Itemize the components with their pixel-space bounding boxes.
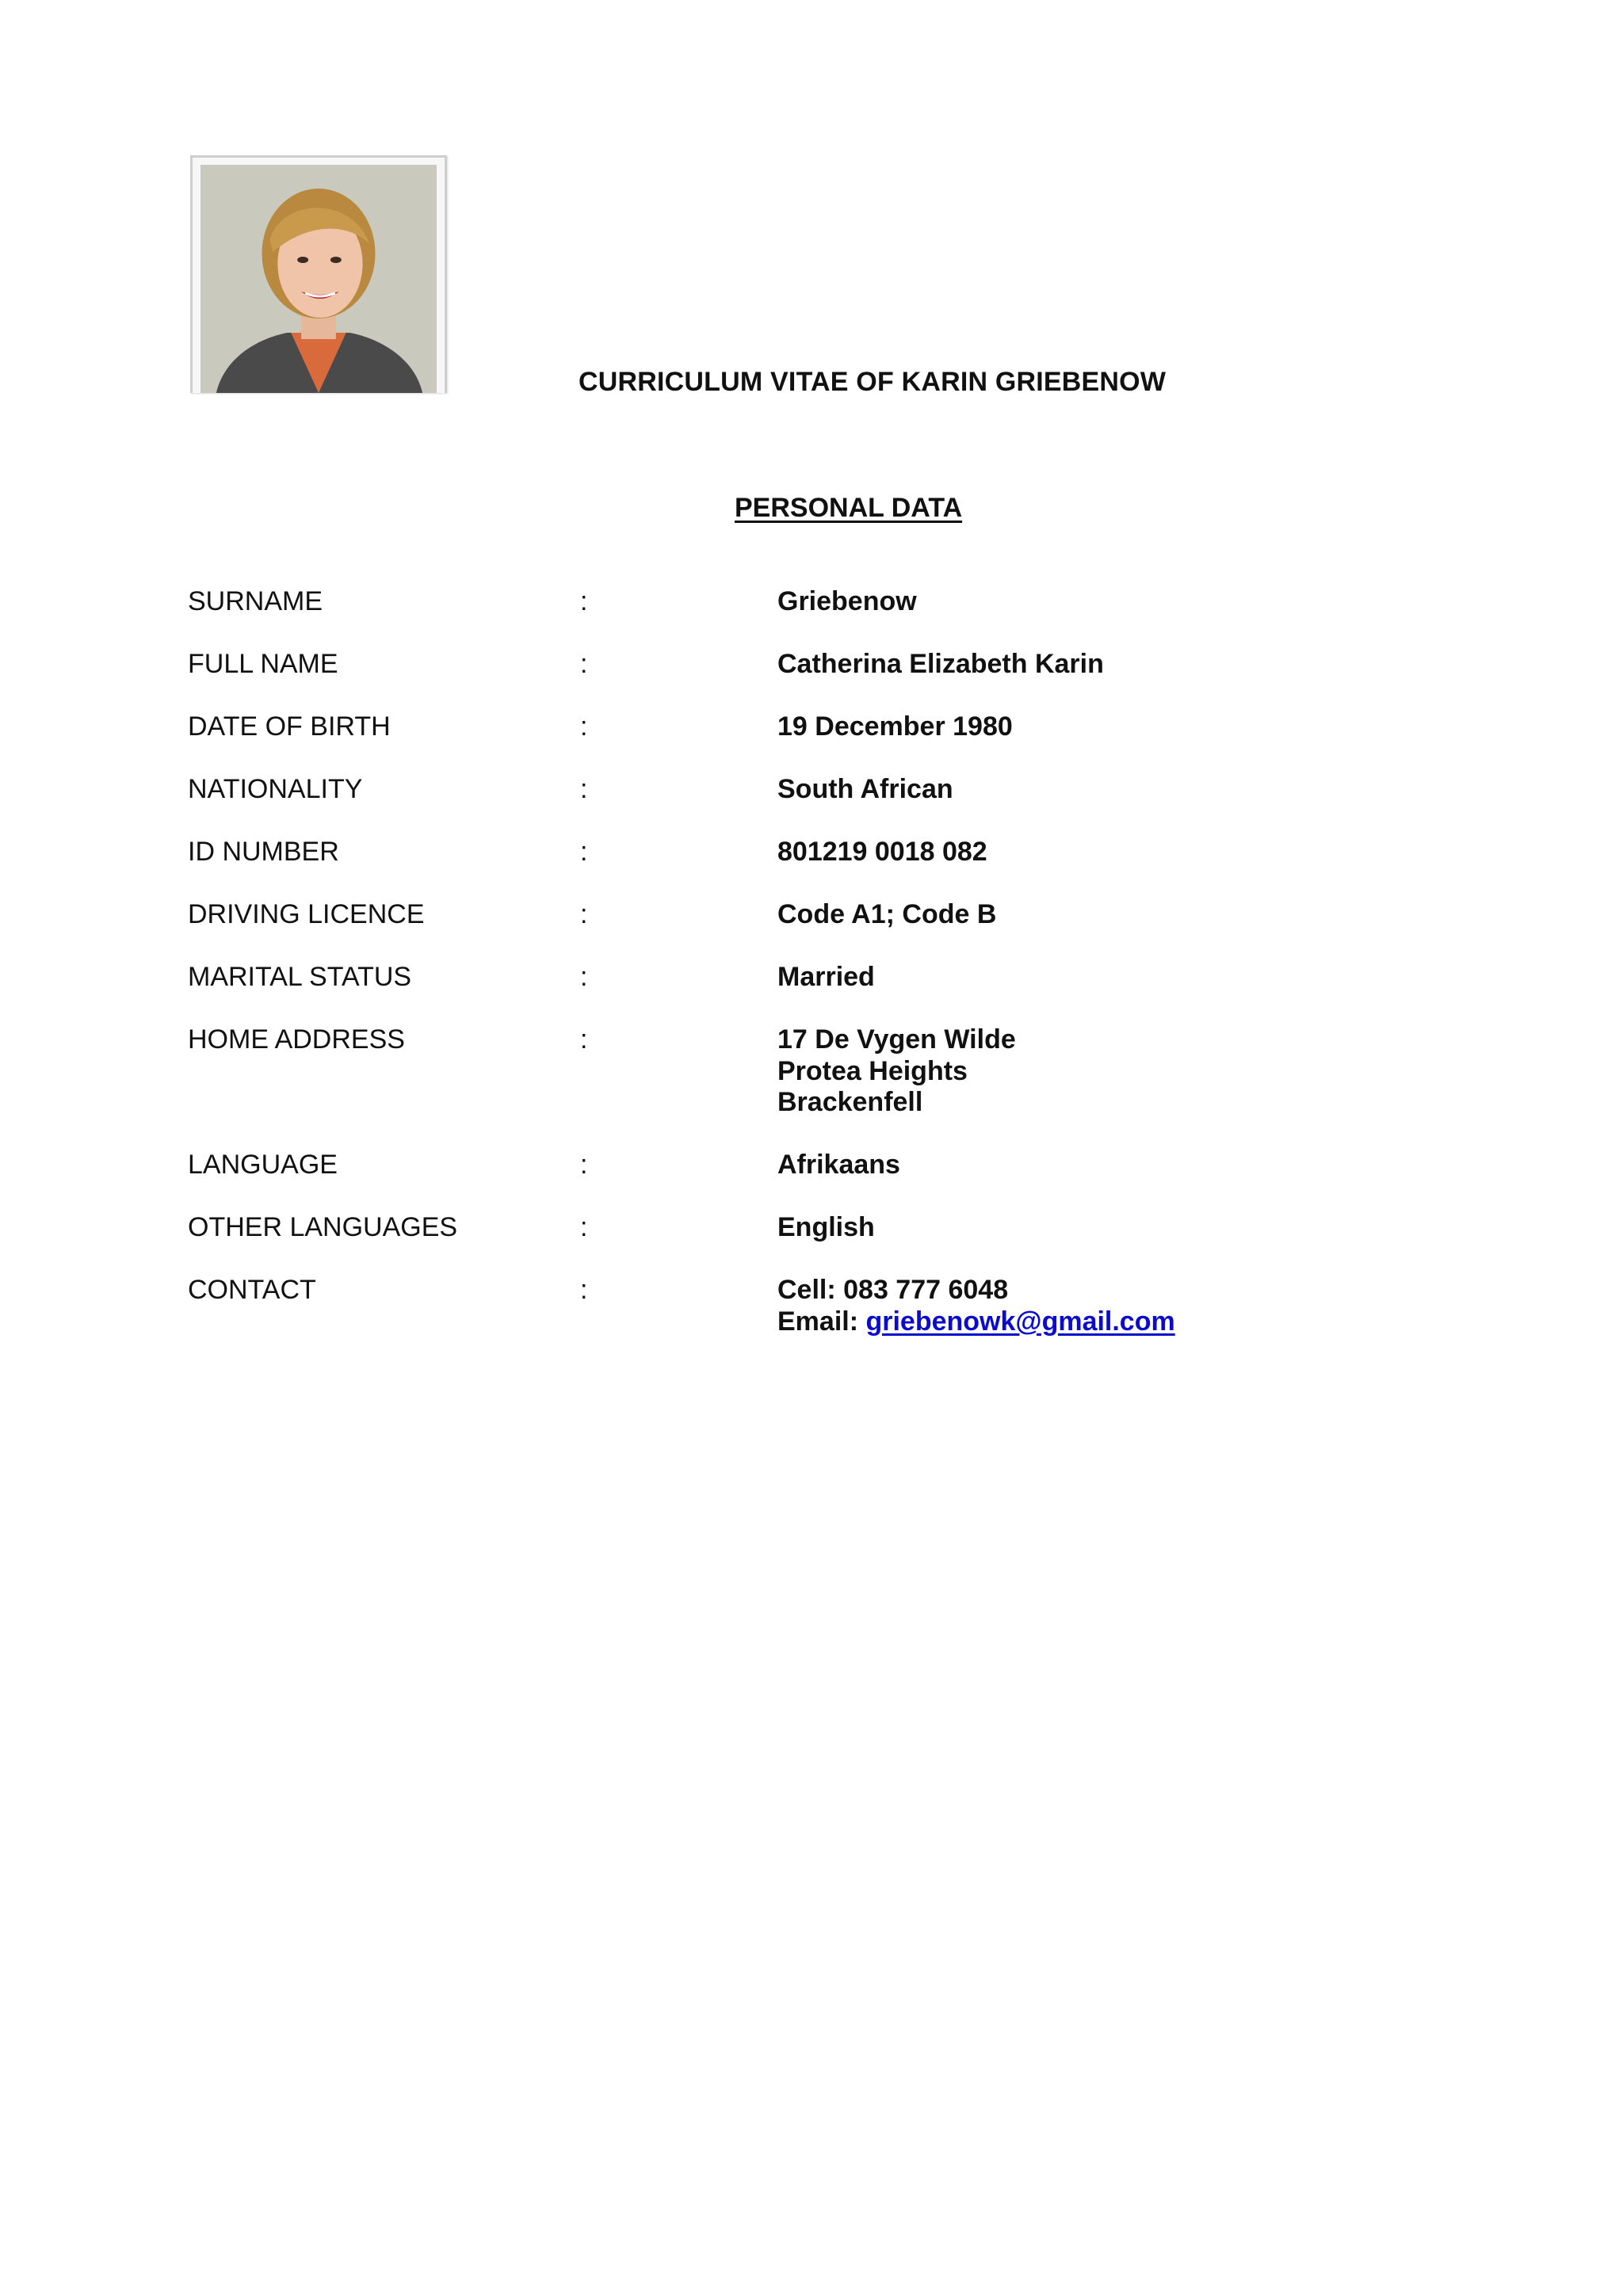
separator: : <box>580 1024 588 1055</box>
address-line-2: Protea Heights <box>777 1055 968 1086</box>
separator: : <box>580 1150 588 1180</box>
home-address-value <box>777 1024 1016 1119</box>
home-address-label: HOME ADDRESS <box>188 1024 405 1055</box>
nationality-value: South African <box>777 774 953 804</box>
id-number-label: ID NUMBER <box>188 837 339 867</box>
separator: : <box>580 1275 588 1305</box>
separator: : <box>580 711 588 742</box>
surname-value: Griebenow <box>777 586 917 616</box>
date-of-birth-value: 19 December 1980 <box>777 711 1013 742</box>
personal-data-heading: PERSONAL DATA <box>735 493 963 523</box>
separator: : <box>580 899 588 929</box>
marital-status-value: Married <box>777 962 875 992</box>
language-label: LANGUAGE <box>188 1150 338 1180</box>
separator: : <box>580 774 588 804</box>
driving-licence-value: Code A1; Code B <box>777 899 997 929</box>
full-name-label: FULL NAME <box>188 649 338 679</box>
address-line-3: Brackenfell <box>777 1087 923 1117</box>
marital-status-label: MARITAL STATUS <box>188 962 412 992</box>
cell-number: Cell: 083 777 6048 <box>777 1275 1009 1305</box>
profile-photo-frame <box>190 155 447 393</box>
address-line-1: 17 De Vygen Wilde <box>777 1024 1016 1055</box>
other-languages-value: English <box>777 1212 875 1242</box>
separator: : <box>580 1212 588 1242</box>
driving-licence-label: DRIVING LICENCE <box>188 899 425 929</box>
email-link[interactable]: griebenowk@gmail.com <box>865 1306 1175 1337</box>
cv-title: CURRICULUM VITAE OF KARIN GRIEBENOW <box>579 367 1167 397</box>
language-value: Afrikaans <box>777 1150 900 1180</box>
separator: : <box>580 837 588 867</box>
email-label: Email: <box>777 1306 866 1337</box>
profile-photo <box>200 165 437 393</box>
surname-label: SURNAME <box>188 586 323 616</box>
date-of-birth-label: DATE OF BIRTH <box>188 711 391 742</box>
separator: : <box>580 962 588 992</box>
contact-value <box>777 1275 1175 1337</box>
separator: : <box>580 649 588 679</box>
full-name-value: Catherina Elizabeth Karin <box>777 649 1104 679</box>
other-languages-label: OTHER LANGUAGES <box>188 1212 458 1242</box>
email-line <box>777 1306 1175 1338</box>
nationality-label: NATIONALITY <box>188 774 363 804</box>
contact-label: CONTACT <box>188 1275 316 1305</box>
id-number-value: 801219 0018 082 <box>777 837 987 867</box>
separator: : <box>580 586 588 616</box>
